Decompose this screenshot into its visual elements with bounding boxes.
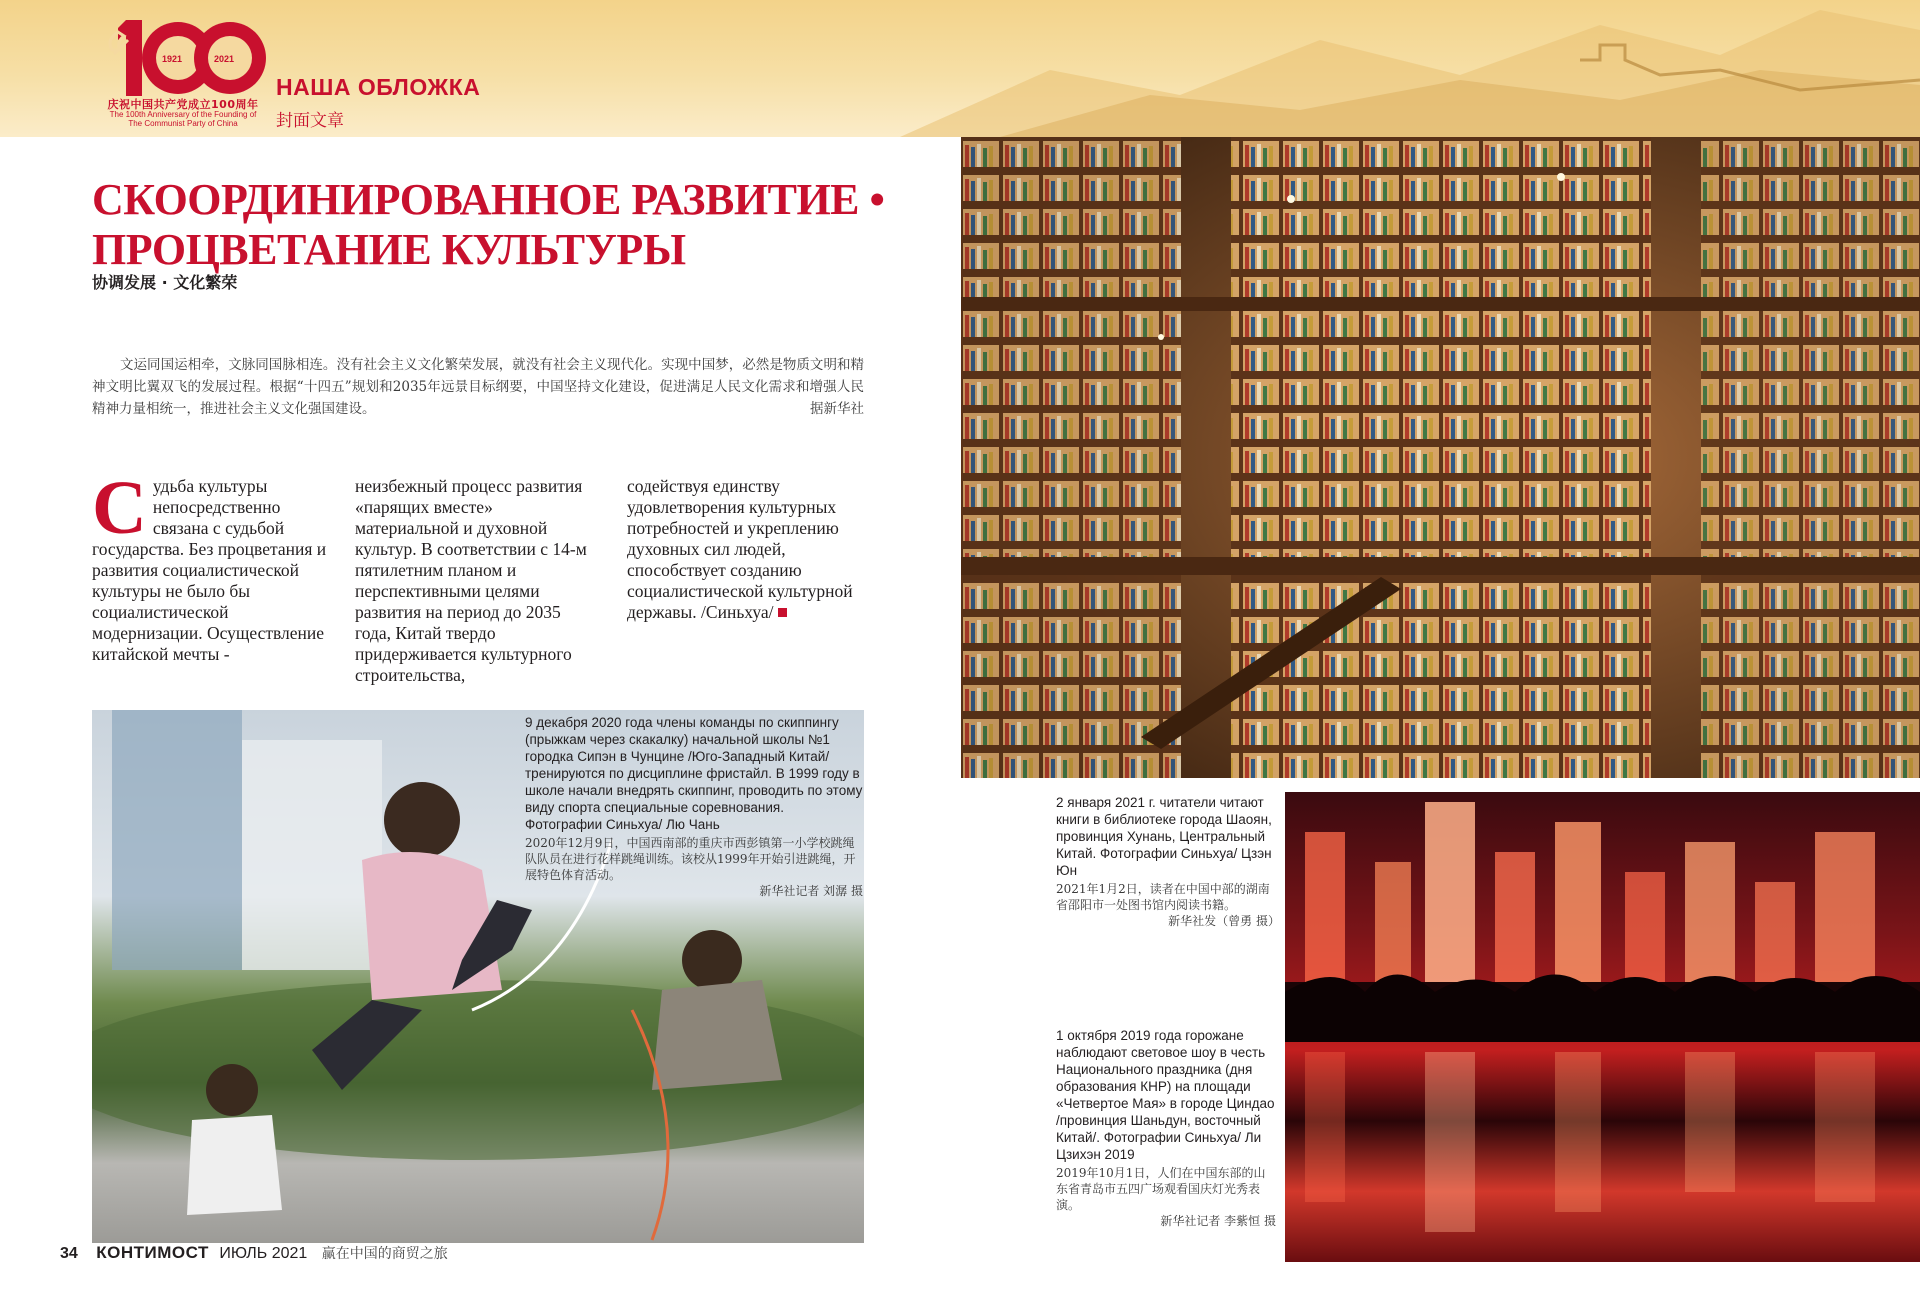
article-title <box>92 175 892 275</box>
caption-rope-skipping-ru: 9 декабря 2020 года члены команды по скиппингу (прыжкам через скакалку) начальной школы №1 городка Сипэн в Чунцине /Юго-Западный Китай/ тренируются по дисциплине фристайл. В 1999 году в школе начали внедрять скиппинг, проводить по этому виду спорта специальные соревнования. Фотографии Синьхуа/ Лю Чань <box>525 715 863 832</box>
page-footer <box>60 1243 448 1263</box>
caption-rope-skipping-source: 新华社记者 刘潺 摄 <box>759 884 863 898</box>
logo-year-end: 2021 <box>214 54 235 64</box>
magazine-name: КОНТИМОСТ <box>96 1243 209 1262</box>
body-column-3 <box>627 476 867 623</box>
drop-cap: С <box>92 466 147 550</box>
article-title-cn: 协调发展 · 文化繁荣 <box>92 273 238 292</box>
body-column-1 <box>92 466 328 665</box>
caption-light-show-cn: 2019年10月1日，人们在中国东部的山东省青岛市五四广场观看国庆灯光秀表演。 <box>1056 1166 1266 1212</box>
caption-library-ru: 2 января 2021 г. читатели читают книги в библиотеке города Шаоян, провинция Хунань, Центральный Китай. Фотографии Синьхуа/ Цзэн Юн <box>1056 795 1272 878</box>
body-column-2: неизбежный процесс развития «парящих вместе» материальной и духовной культур. В соответствии с 14-м пятилетним планом и перспективными целями развития на период до 2035 года, Китай твердо придерживается культурного строительства, <box>355 476 587 685</box>
caption-light-show-source: 新华社记者 李紫恒 摄 <box>1160 1214 1276 1228</box>
photo-qingdao-light-show <box>1285 792 1920 1262</box>
lead-text-cn: 文运同国运相牵，文脉同国脉相连。没有社会主义文化繁荣发展，就没有社会主义现代化。实现中国梦，必然是物质文明和精神文明比翼双飞的发展过程。根据“十四五”规划和2035年远景目标纲要，中国坚持文化建设，促进满足人民文化需求和增强人民精神力量相统一，推进社会主义文化强国建设。 <box>92 357 864 417</box>
night-skyline-illustration <box>1285 792 1920 1262</box>
caption-library <box>1056 794 1280 929</box>
logo-caption-en <box>98 110 268 128</box>
photo-library-shaoyang <box>961 137 1920 778</box>
article-title-line1: СКООРДИНИРОВАННОЕ РАЗВИТИЕ • <box>92 175 885 224</box>
logo-caption-en-line2: The Communist Party of China <box>128 119 238 128</box>
body-column-1-text: удьба культуры непосредственно связана с судьбой государства. Без процветания и развития социалистической культуры не было бы социалистической модернизации. Осуществление китайской мечты - <box>92 476 327 664</box>
issue-date: ИЮЛЬ 2021 <box>219 1245 308 1262</box>
magazine-tagline-cn: 赢在中国的商贸之旅 <box>321 1246 448 1262</box>
article-title-line2: ПРОЦВЕТАНИЕ КУЛЬТУРЫ <box>92 225 686 274</box>
caption-rope-skipping-cn: 2020年12月9日，中国西南部的重庆市西彭镇第一小学校跳绳队队员在进行花样跳绳训练。该校从1999年开始引进跳绳，开展特色体育活动。 <box>525 836 856 882</box>
caption-light-show <box>1056 1027 1276 1229</box>
logo-caption-cn: 庆祝中国共产党成立100周年 <box>107 98 259 111</box>
lead-paragraph-cn <box>92 354 864 420</box>
section-subtitle: 封面文章 <box>276 111 344 131</box>
page-number: 34 <box>60 1245 78 1262</box>
caption-library-cn: 2021年1月2日，读者在中国中部的湖南省邵阳市一处图书馆内阅读书籍。 <box>1056 882 1270 912</box>
logo-year-start: 1921 <box>162 54 183 64</box>
body-column-3-text: содействуя единству удовлетворения культурных потребностей и укреплению духовных сил людей, способствует созданию социалистической культурной державы. /Синьхуа/ <box>627 476 853 622</box>
section-title: НАША ОБЛОЖКА <box>276 74 481 100</box>
end-of-article-mark <box>778 608 787 617</box>
logo-caption-en-line1: The 100th Anniversary of the Founding of <box>109 110 257 119</box>
library-shelves-illustration <box>961 137 1920 778</box>
caption-light-show-ru: 1 октября 2019 года горожане наблюдают световое шоу в честь Национального праздника (дня образования КНР) на площади «Четвертое Мая» в городе Циндао /провинция Шаньдун, восточный Китай/. Фотографии Синьхуа/ Ли Цзихэн 2019 <box>1056 1028 1275 1162</box>
header-band <box>0 0 1920 137</box>
caption-rope-skipping <box>525 714 863 899</box>
caption-library-source: 新华社发（曾勇 摄） <box>1168 914 1280 928</box>
lead-source: 据新华社 <box>810 401 864 417</box>
